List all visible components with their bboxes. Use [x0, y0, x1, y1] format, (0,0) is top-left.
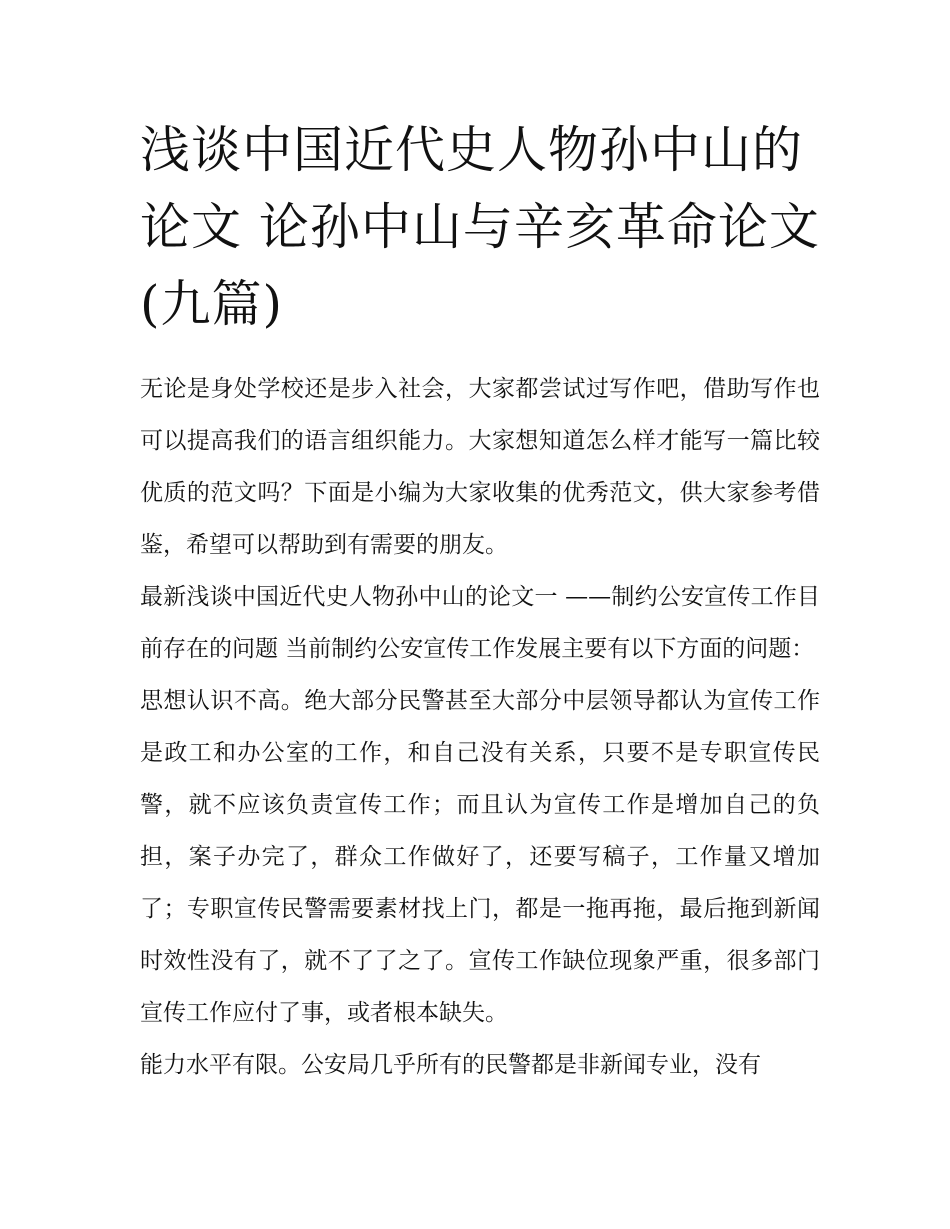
- paragraph-intro: 无论是身处学校还是步入社会，大家都尝试过写作吧，借助写作也可以提高我们的语言组织能力。大家想知道怎么样才能写一篇比较优质的范文吗？下面是小编为大家收集的优秀范文，供大家参考借鉴，希望可以帮助到有需要的朋友。: [140, 376, 820, 558]
- document-title: 浅谈中国近代史人物孙中山的论文 论孙中山与辛亥革命论文(九篇): [140, 121, 820, 333]
- document-content: [140, 112, 820, 1091]
- paragraph-section-heading: 最新浅谈中国近代史人物孙中山的论文一 ——制约公安宣传工作目前存在的问题 当前制约公安宣传工作发展主要有以下方面的问题：: [140, 584, 820, 662]
- document-body: [140, 363, 820, 1091]
- paragraph-awareness: 思想认识不高。绝大部分民警甚至大部分中层领导都认为宣传工作是政工和办公室的工作，和自己没有关系，只要不是专职宣传民警，就不应该负责宣传工作；而且认为宣传工作是增加自己的负担，案子办完了，群众工作做好了，还要写稿子，工作量又增加了；专职宣传民警需要素材找上门，都是一拖再拖，最后拖到新闻时效性没有了，就不了了之了。宣传工作缺位现象严重，很多部门宣传工作应付了事，或者根本缺失。: [140, 688, 820, 1026]
- paragraph-ability: 能力水平有限。公安局几乎所有的民警都是非新闻专业，没有: [140, 1052, 761, 1078]
